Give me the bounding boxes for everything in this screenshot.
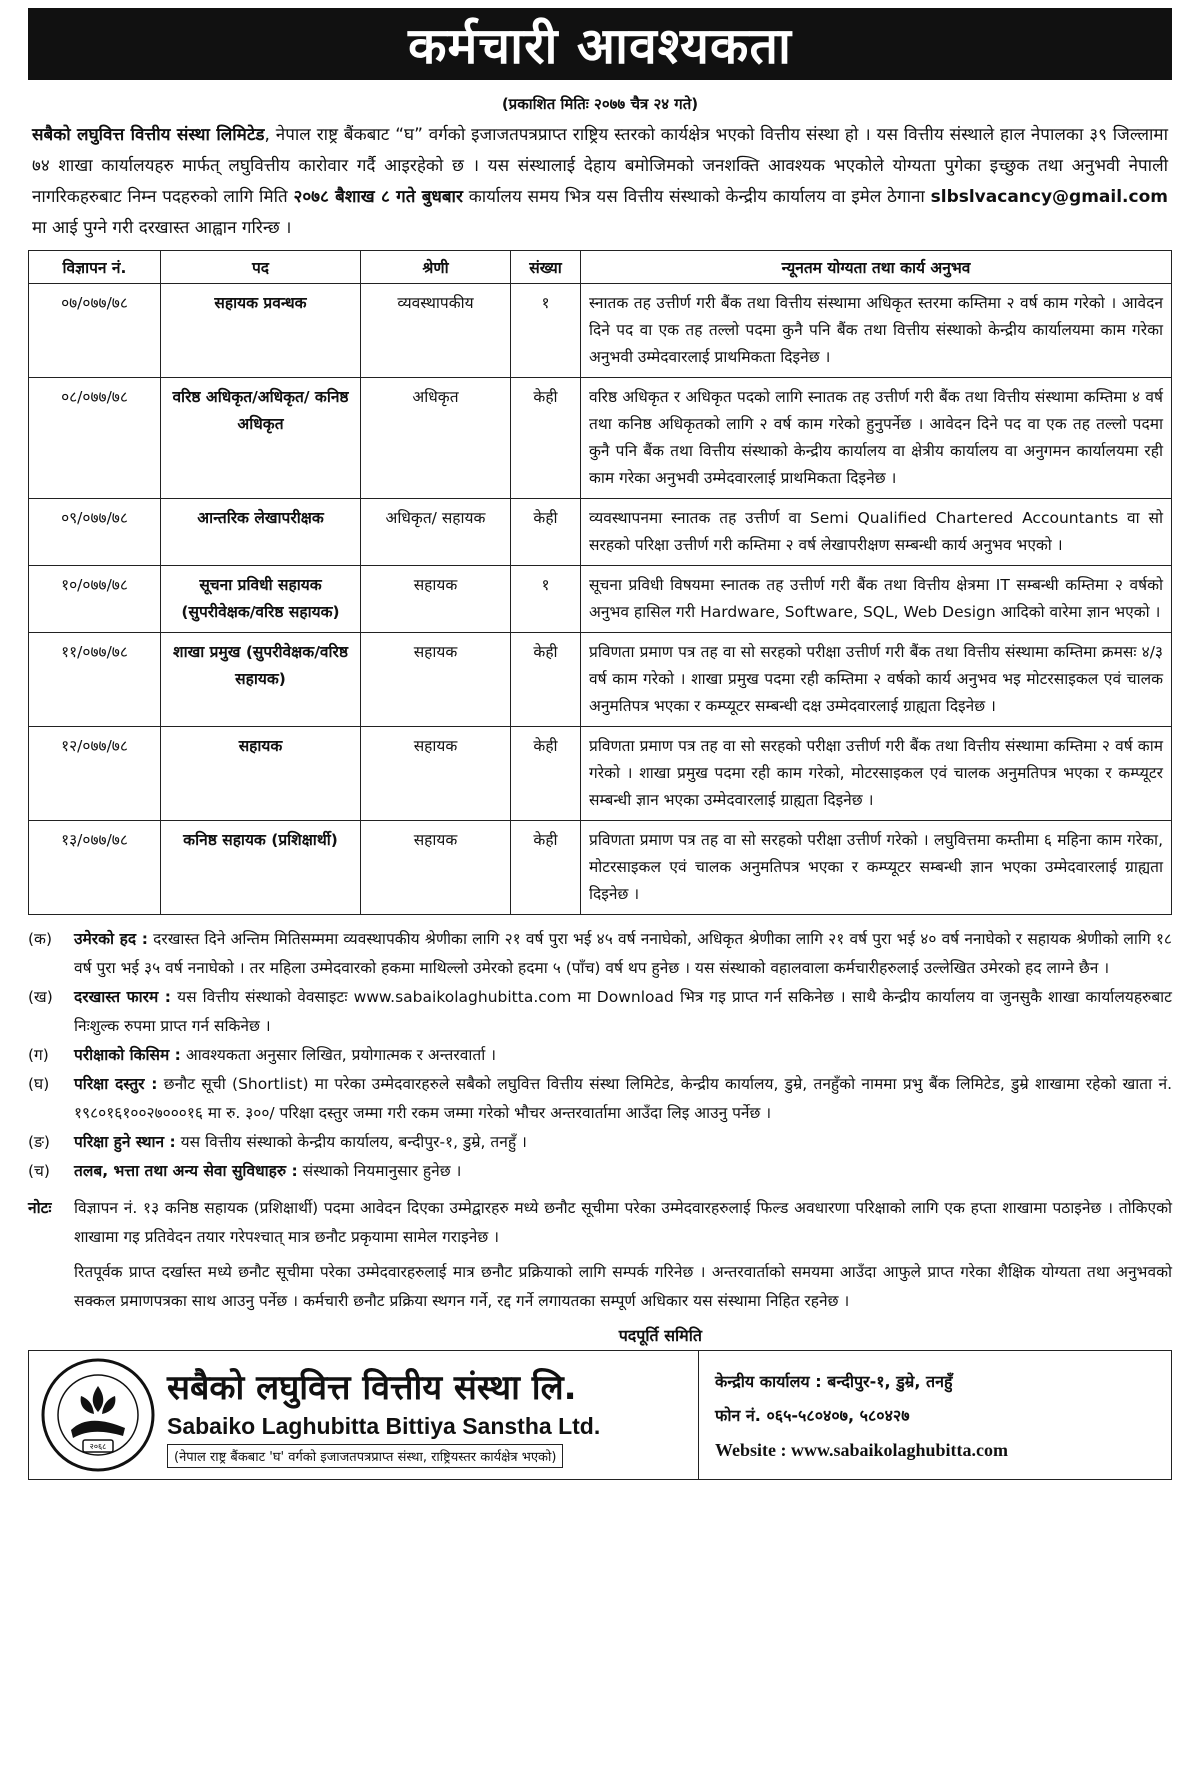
term-label: (ग) <box>28 1046 49 1064</box>
post-count: केही <box>511 499 581 566</box>
ad-no: ०९/०७७/७८ <box>29 499 161 566</box>
term-text: छनौट सूची (Shortlist) मा परेका उम्मेदवारहरुले सबैको लघुवित्त वित्तीय संस्था लिमिटेड, केन्द्रीय कार्यालय, डुम्रे, तनहुँको नाममा प्रभु बैंक लिमिटेड, डुम्रे शाखामा रहेको खाता नं. १९८०१६१००२७०००१६ मा रु. ३००/ परिक्षा दस्तुर जम्मा गरी रकम जम्मा गरेको भौचर अन्तरवार्तामा आउँदा लिइ आउनु पर्नेछ । <box>74 1075 1172 1122</box>
header-requirement: न्यूनतम योग्यता तथा कार्य अनुभव <box>581 251 1172 284</box>
post-level: व्यवस्थापकीय <box>361 284 511 378</box>
term-heading: परिक्षा हुने स्थान : <box>74 1133 176 1151</box>
post-title: सूचना प्रविधी सहायक (सुपरीवेक्षक/वरिष्ठ सहायक) <box>161 566 361 633</box>
post-level: सहायक <box>361 633 511 727</box>
org-name: सबैको लघुवित्त वित्तीय संस्था लिमिटेड <box>32 125 265 145</box>
term-item <box>28 1041 1172 1070</box>
intro-text-2: कार्यालय समय भित्र यस वित्तीय संस्थाको केन्द्रीय कार्यालय वा इमेल ठेगाना <box>462 187 931 207</box>
post-title: आन्तरिक लेखापरीक्षक <box>161 499 361 566</box>
published-date: (प्रकाशित मितिः २०७७ चैत्र २४ गते) <box>501 95 699 113</box>
table-header-row <box>29 251 1172 284</box>
committee-signature: पदपूर्ति समिति <box>618 1326 702 1345</box>
table-row <box>29 566 1172 633</box>
organization-name-en: Sabaiko Laghubitta Bittiya Sanstha Ltd. <box>167 1412 601 1439</box>
post-count: केही <box>511 727 581 821</box>
vacancy-table <box>28 250 1172 915</box>
term-item <box>28 925 1172 983</box>
header-ad-no: विज्ञापन नं. <box>29 251 161 284</box>
footer <box>28 1350 1172 1480</box>
term-heading: परीक्षाको किसिम : <box>74 1046 181 1064</box>
post-count: केही <box>511 633 581 727</box>
post-count: केही <box>511 821 581 915</box>
post-requirement: प्रविणता प्रमाण पत्र तह वा सो सरहको परीक्षा उत्तीर्ण गरेको । लघुवित्तमा कम्तीमा ६ महिना काम गरेका, मोटरसाइकल एवं चालक अनुमतिपत्र भएका र कम्प्यूटर सम्बन्धी ज्ञान भएका उम्मेदवारलाई ग्राह्यता दिइनेछ । <box>581 821 1172 915</box>
term-heading: दरखास्त फारम : <box>74 988 172 1006</box>
post-requirement: वरिष्ठ अधिकृत र अधिकृत पदको लागि स्नातक तह उत्तीर्ण गरी बैंक तथा वित्तीय संस्थामा कम्तिमा ४ वर्ष तथा कनिष्ठ अधिकृतको लागि २ वर्ष काम गरेको हुनुपर्नेछ । आवेदन दिने पद वा एक तह तल्लो पदमा कुनै पनि बैंक तथा वित्तीय संस्थाको केन्द्रीय कार्यालय वा क्षेत्रीय कार्यालय वा अनुगमन कार्यालयमा रही काम गरेका अनुभवी उम्मेदवारलाई प्राथमिकता दिइनेछ । <box>581 378 1172 499</box>
term-label: (ङ) <box>28 1133 50 1151</box>
table-row <box>29 284 1172 378</box>
logo-year: २०६८ <box>89 1442 107 1451</box>
table-row <box>29 499 1172 566</box>
phone-number: फोन नं. ०६५-५८०४०७, ५८०४२७ <box>715 1406 910 1425</box>
post-title: शाखा प्रमुख (सुपरीवेक्षक/वरिष्ठ सहायक) <box>161 633 361 727</box>
post-requirement: प्रविणता प्रमाण पत्र तह वा सो सरहको परीक्षा उत्तीर्ण गरी बैंक तथा वित्तीय संस्थामा कम्तिमा २ वर्ष काम गरेको । शाखा प्रमुख पदमा रही काम गरेको, मोटरसाइकल एवं चालक अनुमतिपत्र भएका र कम्प्यूटर सम्बन्धी ज्ञान भएका उम्मेदवारलाई ग्राह्यता दिइनेछ । <box>581 727 1172 821</box>
post-title: कनिष्ठ सहायक (प्रशिक्षार्थी) <box>161 821 361 915</box>
term-text: आवश्यकता अनुसार लिखित, प्रयोगात्मक र अन्तरवार्ता । <box>180 1046 497 1064</box>
term-item <box>28 983 1172 1041</box>
note-paragraph: रितपूर्वक प्राप्त दर्खास्त मध्ये छनौट सूचीमा परेका उम्मेदवारहरुलाई मात्र छनौट प्रक्रियाको लागि सम्पर्क गरिनेछ । अन्तरवार्ताको समयमा आउँदा आफुले प्राप्त गरेका शैक्षिक योग्यता तथा अनुभवको सक्कल प्रमाणपत्रका साथ आउनु पर्नेछ । कर्मचारी छनौट प्रक्रिया स्थगन गर्ने, रद्द गर्ने लगायतका सम्पूर्ण अधिकार यस संस्थामा निहित रहनेछ । <box>74 1263 1172 1310</box>
term-text: यस वित्तीय संस्थाको केन्द्रीय कार्यालय, बन्दीपुर-१, डुम्रे, तनहुँ । <box>175 1133 527 1151</box>
post-requirement: प्रविणता प्रमाण पत्र तह वा सो सरहको परीक्षा उत्तीर्ण गरी बैंक तथा वित्तीय संस्थामा कम्तिमा क्रमसः ४/३ वर्ष काम गरेको । शाखा प्रमुख पदमा रही कम्तिमा २ वर्षको कार्य अनुभव भइ मोटरसाइकल एवं चालक अनुमतिपत्र भएका र कम्प्यूटर सम्बन्धी दक्ष उम्मेदवारलाई ग्राह्यता दिइनेछ । <box>581 633 1172 727</box>
table-row <box>29 378 1172 499</box>
post-level: अधिकृत/ सहायक <box>361 499 511 566</box>
term-heading: परिक्षा दस्तुर : <box>74 1075 158 1093</box>
intro-text-1: , नेपाल राष्ट्र बैंकबाट “घ” वर्गको इजाजतपत्रप्राप्त राष्ट्रिय स्तरको कार्यक्षेत्र भएको वित्तीय संस्था हो । यस वित्तीय संस्थाले हाल नेपालका ३९ जिल्लामा ७४ शाखा कार्यालयहरु मार्फत् लघुवित्तीय कारोवार गर्दै आइरहेको छ । यस संस्थालाई देहाय बमोजिमको जनशक्ति आवश्यक भएकोले योग्यता पुगेका इच्छुक तथा अनुभवी नेपाली नागरिकहरुबाट निम्न पदहरुको लागि मिति <box>32 125 1168 207</box>
post-level: सहायक <box>361 727 511 821</box>
email-address[interactable]: slbslvacancy@gmail.com <box>930 187 1168 207</box>
term-label: (च) <box>28 1162 50 1180</box>
table-row <box>29 821 1172 915</box>
office-address: केन्द्रीय कार्यालय : बन्दीपुर-१, डुम्रे, तनहुँ <box>715 1372 953 1391</box>
term-text: दरखास्त दिने अन्तिम मितिसम्ममा व्यवस्थापकीय श्रेणीका लागि २१ वर्ष पुरा भई ४५ वर्ष ननाघेको, अधिकृत श्रेणीका लागि २१ वर्ष पुरा भई ४० वर्ष ननाघेको र सहायक श्रेणीको लागि १८ वर्ष पुरा भई ३५ वर्ष ननाघेको । तर महिला उम्मेदवारको हकमा माथिल्लो उमेरको हदमा ५ (पाँच) वर्ष थप हुनेछ । यस संस्थाको वहालवाला कर्मचारीहरुलाई उल्लेखित उमेरको हद लाग्ने छैन । <box>74 930 1172 977</box>
term-label: (घ) <box>28 1075 50 1093</box>
post-count: १ <box>511 566 581 633</box>
note-label: नोटः <box>28 1199 52 1217</box>
terms-list <box>28 925 1172 1186</box>
post-level: सहायक <box>361 821 511 915</box>
post-requirement: व्यवस्थापनमा स्नातक तह उत्तीर्ण वा Semi Qualified Chartered Accountants वा सो सरहको परिक्षा उत्तीर्ण गरी कम्तिमा २ वर्ष लेखापरीक्षण सम्बन्धी कार्य अनुभव भएको । <box>581 499 1172 566</box>
post-title: सहायक <box>161 727 361 821</box>
note-paragraph: विज्ञापन नं. १३ कनिष्ठ सहायक (प्रशिक्षार्थी) पदमा आवेदन दिएका उम्मेद्वारहरु मध्ये छनौट सूचीमा परेका उम्मेदवारहरुलाई फिल्ड अवधारणा परिक्षाको लागि एक हप्ता शाखामा पठाइनेछ । तोकिएको शाखामा गइ प्रतिवेदन तयार गरेपश्चात् मात्र छनौट प्रकृयामा सामेल गराइनेछ । <box>74 1199 1172 1246</box>
term-item <box>28 1070 1172 1128</box>
post-count: केही <box>511 378 581 499</box>
post-level: सहायक <box>361 566 511 633</box>
term-heading: तलब, भत्ता तथा अन्य सेवा सुविधाहरु : <box>74 1162 298 1180</box>
post-title: सहायक प्रवन्धक <box>161 284 361 378</box>
term-heading: उमेरको हद : <box>74 930 148 948</box>
term-text: संस्थाको नियमानुसार हुनेछ । <box>297 1162 462 1180</box>
header-level: श्रेणी <box>361 251 511 284</box>
term-text: यस वित्तीय संस्थाको वेवसाइटः www.sabaikolaghubitta.com मा Download भित्र गइ प्राप्त गर्न सकिनेछ । साथै केन्द्रीय कार्यालय वा जुनसुकै शाखा कार्यालयहरुबाट निःशुल्क रुपमा प्राप्त गर्न सकिनेछ । <box>74 988 1172 1035</box>
post-level: अधिकृत <box>361 378 511 499</box>
intro-text-3: मा आई पुग्ने गरी दरखास्त आह्वान गरिन्छ । <box>32 218 292 238</box>
ad-no: १३/०७७/७८ <box>29 821 161 915</box>
page-title: कर्मचारी आवश्यकता <box>28 8 1172 80</box>
ad-no: ०८/०७७/७८ <box>29 378 161 499</box>
ad-no: ०७/०७७/७८ <box>29 284 161 378</box>
post-requirement: स्नातक तह उत्तीर्ण गरी बैंक तथा वित्तीय संस्थामा अधिकृत स्तरमा कम्तिमा २ वर्ष काम गरेको । आवेदन दिने पद वा एक तह तल्लो पदमा कुनै पनि बैंक तथा वित्तीय संस्थाको केन्द्रीय कार्यालयमा काम गरेका अनुभवी उम्मेदवारलाई प्राथमिकता दिइनेछ । <box>581 284 1172 378</box>
header-count: संख्या <box>511 251 581 284</box>
intro-paragraph <box>28 120 1172 244</box>
organization-logo-icon <box>39 1356 157 1474</box>
term-label: (ख) <box>28 988 53 1006</box>
term-item <box>28 1128 1172 1157</box>
ad-no: १२/०७७/७८ <box>29 727 161 821</box>
term-label: (क) <box>28 930 52 948</box>
website-link[interactable]: Website : www.sabaikolaghubitta.com <box>715 1440 1009 1460</box>
post-requirement: सूचना प्रविधी विषयमा स्नातक तह उत्तीर्ण गरी बैंक तथा वित्तीय क्षेत्रमा IT सम्बन्धी कम्तिमा २ वर्षको अनुभव हासिल गरी Hardware, Software, SQL, Web Design आदिको वारेमा ज्ञान भएको । <box>581 566 1172 633</box>
ad-no: १०/०७७/७८ <box>29 566 161 633</box>
note-section <box>28 1194 1172 1322</box>
organization-tagline: (नेपाल राष्ट्र बैंकबाट 'घ' वर्गको इजाजतपत्रप्राप्त संस्था, राष्ट्रियस्तर कार्यक्षेत्र भएको) <box>167 1444 563 1468</box>
header-post: पद <box>161 251 361 284</box>
post-title: वरिष्ठ अधिकृत/अधिकृत/ कनिष्ठ अधिकृत <box>161 378 361 499</box>
post-count: १ <box>511 284 581 378</box>
term-item <box>28 1157 1172 1186</box>
organization-name-np: सबैको लघुवित्त वित्तीय संस्था लि. <box>167 1367 577 1408</box>
table-row <box>29 633 1172 727</box>
table-row <box>29 727 1172 821</box>
deadline: २०७८ बैशाख ८ गते बुधबार <box>293 187 463 207</box>
ad-no: ११/०७७/७८ <box>29 633 161 727</box>
